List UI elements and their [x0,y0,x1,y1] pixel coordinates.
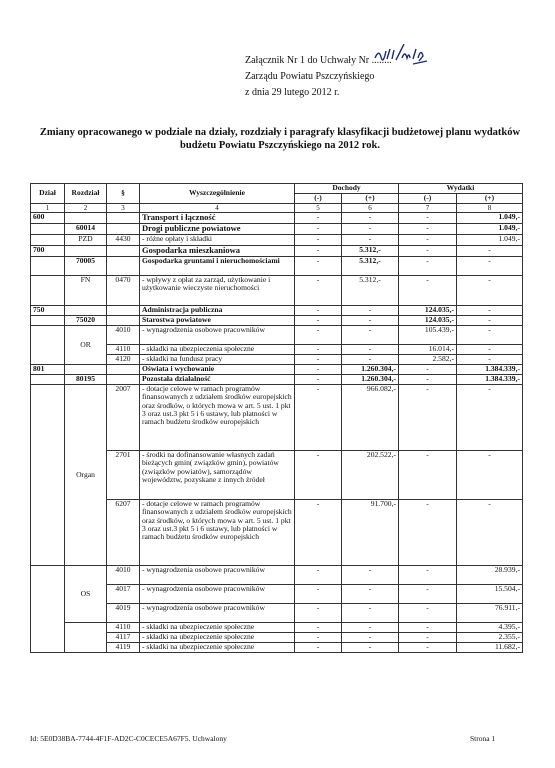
d-plus-cell: 5.312,- [342,246,399,257]
w-plus-cell: 76.911,- [457,604,523,623]
d-plus-cell: - [342,224,399,235]
d-minus-cell: - [295,316,342,326]
col-rozdzial: Rozdział [65,184,107,204]
d-minus-cell: - [295,375,342,385]
w-plus-cell: 1.384.339,- [457,365,523,375]
d-minus-cell: - [295,345,342,355]
w-minus-cell: 16.014,- [399,345,457,355]
desc-cell: Administracja publiczna [140,306,295,316]
dzial-cell [31,566,65,653]
desc-cell: - wpływy z opłat za zarząd, użytkowanie i użytkowanie wieczyste nieruchomości [140,276,295,306]
desc-cell: - dotacje celowe w ramach programów finansowanych z udziałem środków europejskich oraz środków, o których mowa w art. 5 ust. 1 pkt 3 oraz ust.3 pkt 5 i 6 ustawy, lub płatności w ramach budżetu środków europejskich [140,500,295,566]
desc-cell: Drogi publiczne powiatowe [140,224,295,235]
rozdzial-cell [65,213,107,224]
paragraf-cell: 4110 [107,345,140,355]
d-plus-cell: 91.700,- [342,500,399,566]
desc-cell: - dotacje celowe w ramach programów finansowanych z udziałem środków europejskich oraz środków, o których mowa w art. 5 ust. 1 pkt 3 oraz ust.3 pkt 5 i 6 ustawy, lub płatności w ramach budżetu środków europejskich [140,385,295,451]
d-minus-cell: - [295,604,342,623]
paragraf-cell: 4017 [107,585,140,604]
paragraf-cell: 2007 [107,385,140,451]
d-plus-cell: - [342,345,399,355]
d-plus-cell: 1.260.304,- [342,375,399,385]
desc-cell: Oświata i wychowanie [140,365,295,375]
table-row [31,375,523,385]
table-row [31,316,523,326]
rozdzial-cell: 70005 [65,257,107,276]
w-plus-cell: 1.049,- [457,224,523,235]
rozdzial-cell: OS [65,566,107,623]
dzial-cell [31,326,65,365]
rozdzial-cell: PZD [65,235,107,246]
table-row [31,246,523,257]
desc-cell: - różne opłaty i składki [140,235,295,246]
d-plus-cell: - [342,316,399,326]
d-minus-cell: - [295,623,342,633]
w-minus-cell: 124.035,- [399,306,457,316]
colnum: 7 [399,204,457,213]
col-wydatki-plus: (+) [457,194,523,204]
rozdzial-cell [65,623,107,653]
table-row [31,213,523,224]
w-plus-cell: - [457,316,523,326]
dzial-cell [31,224,65,235]
paragraf-cell: 4110 [107,623,140,633]
desc-cell: - wynagrodzenia osobowe pracowników [140,585,295,604]
w-plus-cell: - [457,257,523,276]
w-plus-cell: - [457,306,523,316]
desc-cell: Transport i łączność [140,213,295,224]
d-minus-cell: - [295,213,342,224]
w-minus-cell: - [399,365,457,375]
colnum: 4 [140,204,295,213]
paragraf-cell [107,365,140,375]
rozdzial-cell [65,246,107,257]
d-plus-cell: 966.082,- [342,385,399,451]
d-plus-cell: 5.312,- [342,276,399,306]
w-minus-cell: - [399,451,457,500]
d-minus-cell: - [295,276,342,306]
desc-cell: Gospodarka gruntami i nieruchomościami [140,257,295,276]
attachment-line: Załącznik Nr 1 do Uchwały Nr ........ [245,55,392,66]
table-row [31,385,523,451]
w-plus-cell: - [457,355,523,365]
w-minus-cell: - [399,375,457,385]
dzial-cell: 600 [31,213,65,224]
d-plus-cell: - [342,604,399,623]
w-minus-cell: - [399,585,457,604]
d-plus-cell: - [342,326,399,345]
w-plus-cell: - [457,451,523,500]
paragraf-cell: 6207 [107,500,140,566]
d-minus-cell: - [295,235,342,246]
w-minus-cell: - [399,604,457,623]
colnum: 2 [65,204,107,213]
paragraf-cell [107,306,140,316]
d-plus-cell: - [342,213,399,224]
d-minus-cell: - [295,224,342,235]
col-dochody-plus: (+) [342,194,399,204]
d-plus-cell: 1.260.304,- [342,365,399,375]
paragraf-cell [107,316,140,326]
desc-cell: - składki na ubezpieczenia społeczne [140,345,295,355]
w-minus-cell: - [399,257,457,276]
w-plus-cell: - [457,385,523,451]
budget-table [30,183,523,653]
document-id: Id: 5E0D38BA-7744-4F1F-AD2C-C0CECE5A67F5. Uchwalony [30,734,227,743]
title-line-2: budżetu Powiatu Pszczyńskiego na 2012 rok. [180,140,380,151]
d-minus-cell: - [295,365,342,375]
d-minus-cell: - [295,385,342,451]
desc-cell: Gospodarka mieszkaniowa [140,246,295,257]
d-minus-cell: - [295,451,342,500]
d-plus-cell: - [342,643,399,653]
paragraf-cell [107,375,140,385]
col-dzial: Dział [31,184,65,204]
w-minus-cell: 2.582,- [399,355,457,365]
d-minus-cell: - [295,306,342,316]
w-plus-cell: - [457,345,523,355]
rozdzial-cell: 60014 [65,224,107,235]
colnum: 5 [295,204,342,213]
d-minus-cell: - [295,585,342,604]
w-plus-cell: - [457,246,523,257]
document-date: z dnia 29 lutego 2012 r. [245,87,340,98]
colnum: 6 [342,204,399,213]
dzial-cell [31,385,65,566]
col-dochody-minus: (-) [295,194,342,204]
col-wyszczegolnienie: Wyszczególnienie [140,184,295,204]
d-plus-cell: - [342,623,399,633]
w-minus-cell: - [399,623,457,633]
d-plus-cell: - [342,585,399,604]
w-plus-cell: - [457,326,523,345]
colnum: 8 [457,204,523,213]
page-number: Strona 1 [470,734,496,743]
paragraf-cell: 4117 [107,633,140,643]
w-minus-cell: 124.035,- [399,316,457,326]
paragraf-cell: 4120 [107,355,140,365]
desc-cell: - środki na dofinansowanie własnych zadań bieżących gmin( związków gmin), powiatów (związków powiatów), samorządów województw, pozyskane z innych źródeł [140,451,295,500]
desc-cell: Pozostała działalność [140,375,295,385]
w-minus-cell: - [399,385,457,451]
dzial-cell [31,316,65,326]
paragraf-cell: 2701 [107,451,140,500]
paragraf-cell: 4119 [107,643,140,653]
paragraf-cell [107,213,140,224]
handwritten-number [372,44,428,66]
d-plus-cell: - [342,235,399,246]
w-minus-cell: - [399,246,457,257]
paragraf-cell: 4010 [107,326,140,345]
w-minus-cell: - [399,500,457,566]
d-plus-cell: - [342,355,399,365]
paragraf-cell [107,224,140,235]
desc-cell: Starostwa powiatowe [140,316,295,326]
desc-cell: - wynagrodzenia osobowe pracowników [140,326,295,345]
w-minus-cell: - [399,276,457,306]
d-plus-cell: - [342,306,399,316]
colnum: 3 [107,204,140,213]
col-wydatki: Wydatki [399,184,523,194]
d-minus-cell: - [295,643,342,653]
table-row [31,326,523,345]
dzial-cell: 801 [31,365,65,375]
dzial-cell: 700 [31,246,65,257]
document-title [30,126,530,152]
table-row [31,566,523,585]
d-minus-cell: - [295,566,342,585]
d-plus-cell: 5.312,- [342,257,399,276]
desc-cell: - składki na ubezpieczenie społeczne [140,633,295,643]
dzial-cell: 750 [31,306,65,316]
w-plus-cell: - [457,500,523,566]
d-plus-cell: - [342,633,399,643]
dzial-cell [31,276,65,306]
desc-cell: - składki na ubezpieczenie społeczne [140,643,295,653]
rozdzial-cell: FN [65,276,107,306]
column-number-row [31,204,523,213]
table-row [31,623,523,633]
w-minus-cell: - [399,633,457,643]
d-minus-cell: - [295,500,342,566]
table-row [31,276,523,306]
d-minus-cell: - [295,355,342,365]
rozdzial-cell [65,306,107,316]
w-minus-cell: - [399,224,457,235]
w-minus-cell: - [399,235,457,246]
w-plus-cell: - [457,276,523,306]
d-plus-cell: - [342,566,399,585]
dzial-cell [31,257,65,276]
w-minus-cell: - [399,213,457,224]
paragraf-cell: 0470 [107,276,140,306]
table-row [31,224,523,235]
table-row [31,365,523,375]
w-minus-cell: - [399,643,457,653]
col-dochody: Dochody [295,184,399,194]
rozdzial-cell: 80195 [65,375,107,385]
table-row [31,257,523,276]
desc-cell: - składki na fundusz pracy [140,355,295,365]
rozdzial-cell: Organ [65,385,107,566]
paragraf-cell [107,257,140,276]
w-plus-cell: 1.049,- [457,235,523,246]
title-line-1: Zmiany opracowanego w podziale na działy, rozdziały i paragrafy klasyfikacji budżetowej planu wydatków [39,127,521,138]
col-paragraf: § [107,184,140,204]
d-minus-cell: - [295,257,342,276]
rozdzial-cell: 75020 [65,316,107,326]
paragraf-cell [107,246,140,257]
w-plus-cell: 15.504,- [457,585,523,604]
dzial-cell [31,375,65,385]
paragraf-cell: 4430 [107,235,140,246]
d-minus-cell: - [295,246,342,257]
desc-cell: - składki na ubezpieczenie społeczne [140,623,295,633]
table-row [31,235,523,246]
d-minus-cell: - [295,326,342,345]
w-plus-cell: 4.395,- [457,623,523,633]
rozdzial-cell: OR [65,326,107,365]
table-row [31,306,523,316]
w-plus-cell: 1.384.339,- [457,375,523,385]
paragraf-cell: 4010 [107,566,140,585]
dzial-cell [31,235,65,246]
d-minus-cell: - [295,633,342,643]
col-wydatki-minus: (-) [399,194,457,204]
w-plus-cell: 1.049,- [457,213,523,224]
w-plus-cell: 11.682,- [457,643,523,653]
d-plus-cell: 202.522,- [342,451,399,500]
desc-cell: - wynagrodzenia osobowe pracowników [140,604,295,623]
paragraf-cell: 4019 [107,604,140,623]
desc-cell: - wynagrodzenia osobowe pracowników [140,566,295,585]
rozdzial-cell [65,365,107,375]
w-plus-cell: 28.939,- [457,566,523,585]
w-plus-cell: 2.355,- [457,633,523,643]
board-name: Zarządu Powiatu Pszczyńskiego [245,71,375,82]
w-minus-cell: 105.439,- [399,326,457,345]
w-minus-cell: - [399,566,457,585]
colnum: 1 [31,204,65,213]
